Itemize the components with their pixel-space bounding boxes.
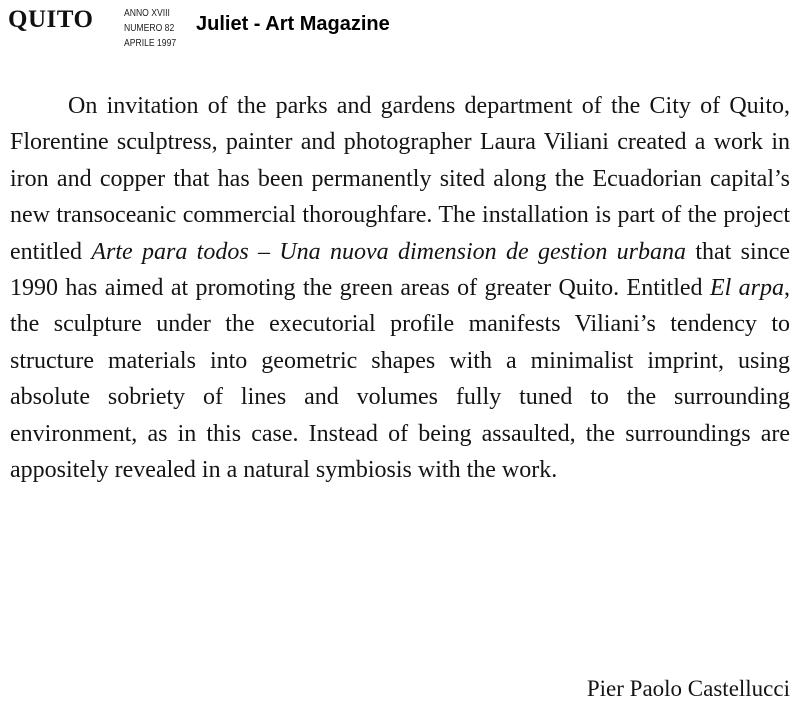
article-body: [10, 88, 790, 488]
magazine-title: Juliet - Art Magazine: [196, 13, 390, 35]
author-signature: Pier Paolo Castellucci: [586, 676, 790, 701]
article-text: On invitation of the parks and gardens department of the City of Quito, Florentine sculptress, painter and photographer Laura Viliani created a work in iron and copper that has been permanently sited along the Ecuadorian capital’s new transoceanic commercial thoroughfare. The installation is part of the project entitled: [10, 93, 790, 265]
project-title: Arte para todos – Una nuova dimension de gestion urbana: [91, 238, 687, 265]
issue-year: ANNO XVIII: [124, 7, 170, 19]
issue-date: APRILE 1997: [124, 37, 177, 49]
sculpture-title: El arpa: [709, 275, 785, 302]
article-text: that since 1990 has aimed at promoting the green areas of greater Quito. Entitled: [10, 238, 790, 302]
issue-number: NUMERO 82: [124, 22, 175, 34]
city-title: QUITO: [8, 6, 94, 33]
issue-info: [124, 6, 176, 51]
article-text: , the sculpture under the executorial profile manifests Viliani’s tendency to structure materials into geometric shapes with a minimalist imprint, using absolute sobriety of lines and volumes fully tuned to the surrounding environment, as in this case. Instead of being assaulted, the surroundings are appositely revealed in a natural symbiosis with the work.: [10, 275, 791, 484]
